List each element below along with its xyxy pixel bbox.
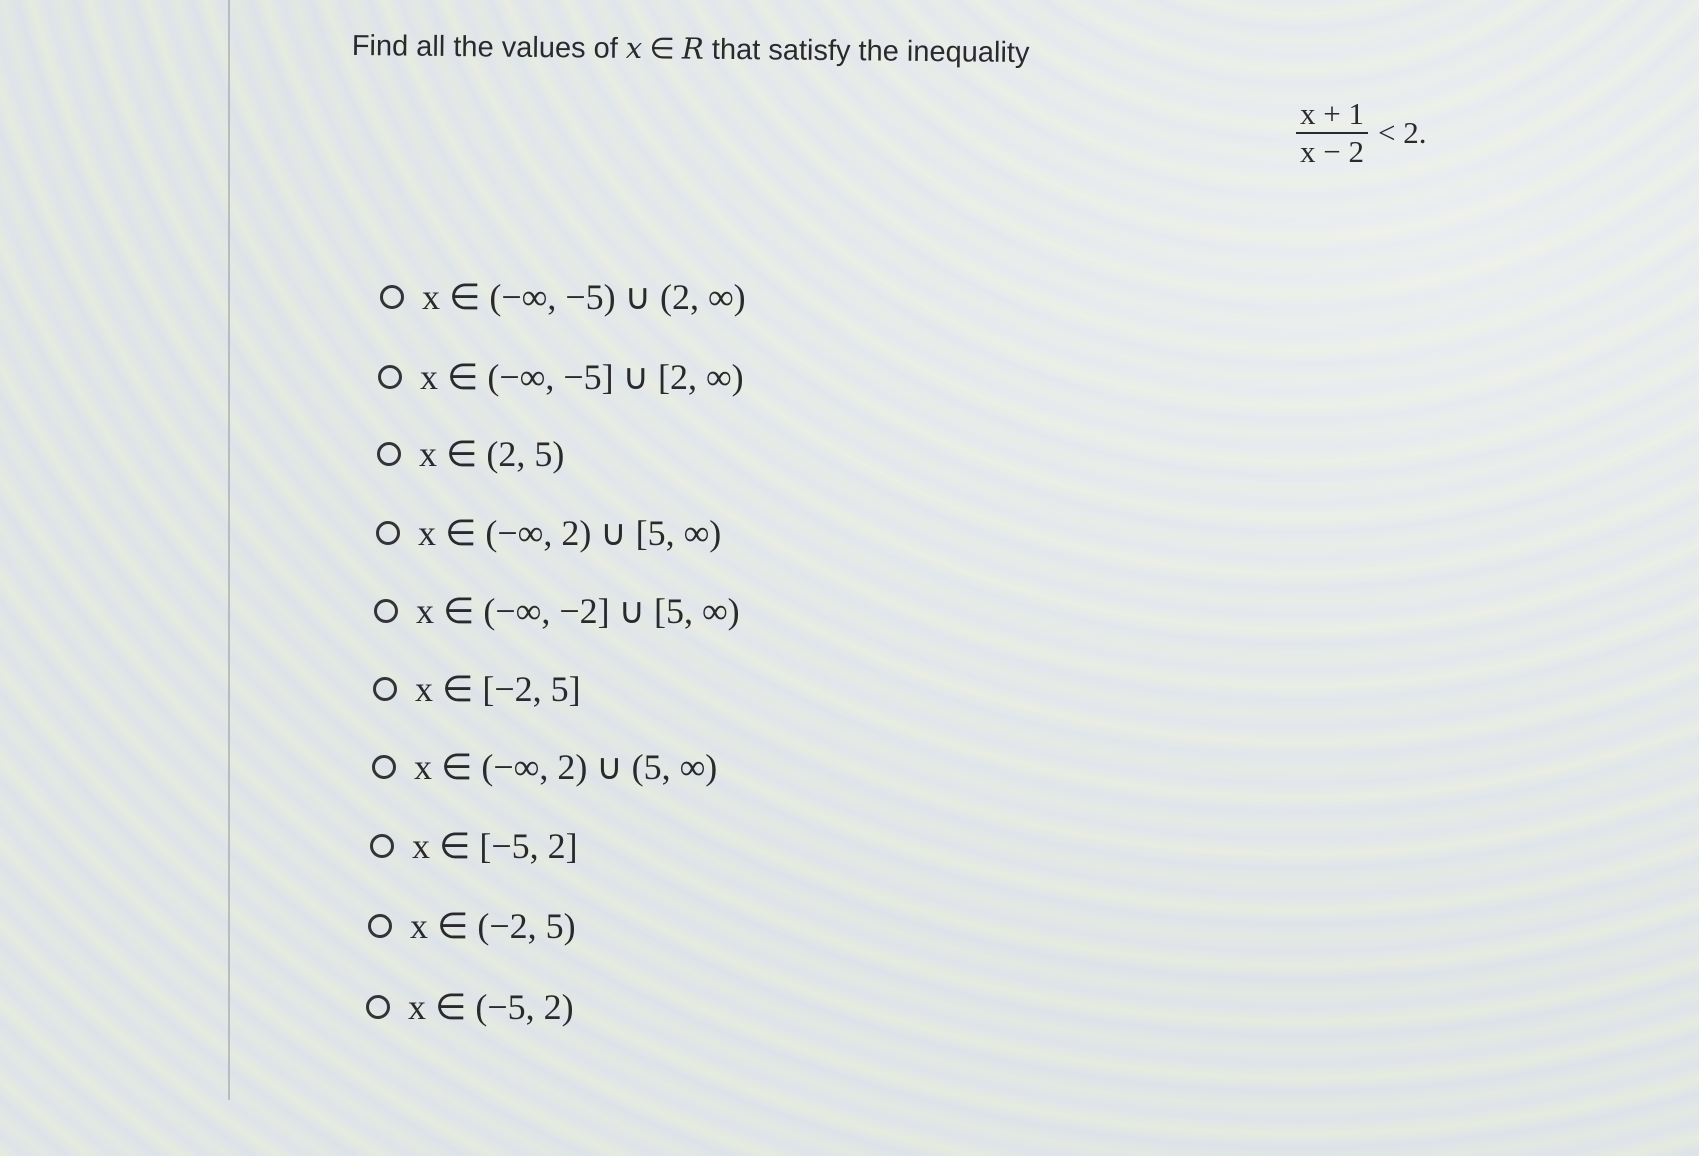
answer-option-label: x ∈ (−∞, 2) ∪ (5, ∞) [414,747,718,787]
radio-button[interactable] [380,285,404,309]
fraction-numerator: x + 1 [1300,96,1364,131]
answer-option[interactable] [370,825,578,867]
answer-option[interactable] [368,905,576,947]
answer-option-label: x ∈ (−5, 2) [408,987,574,1027]
inequality-display [1296,96,1426,170]
answer-option[interactable] [373,668,581,710]
answer-option-label: x ∈ (2, 5) [419,434,565,474]
fraction-denominator: x − 2 [1300,134,1364,169]
answer-option-label: x ∈ (−∞, −5) ∪ (2, ∞) [422,277,746,317]
radio-button[interactable] [366,995,390,1019]
radio-button[interactable] [376,521,400,545]
radio-button[interactable] [374,599,398,623]
answer-option-label: x ∈ (−∞, 2) ∪ [5, ∞) [418,513,722,553]
question-text [352,28,1030,70]
answer-option[interactable] [372,746,717,788]
answer-option-label: x ∈ (−∞, −2] ∪ [5, ∞) [416,591,740,631]
content-left-border [228,0,230,1100]
question-in-symbol: ∈ [642,33,683,66]
radio-button[interactable] [372,755,396,779]
radio-button[interactable] [378,365,402,389]
answer-option[interactable] [380,276,746,318]
answer-option[interactable] [374,590,740,632]
question-prefix: Find all the values of [351,29,627,65]
answer-option[interactable] [376,512,721,554]
inequality-rhs: < 2. [1377,115,1427,150]
answer-option-label: x ∈ [−2, 5] [415,669,581,709]
answer-option[interactable] [366,986,574,1028]
answer-option-label: x ∈ [−5, 2] [412,826,578,866]
radio-button[interactable] [368,914,392,938]
answer-option-label: x ∈ (−∞, −5] ∪ [2, ∞) [420,357,744,397]
answer-option-label: x ∈ (−2, 5) [410,906,576,946]
radio-button[interactable] [370,834,394,858]
radio-button[interactable] [373,677,397,701]
answer-option[interactable] [377,433,564,475]
radio-button[interactable] [377,442,401,466]
question-variable: x [625,30,643,66]
question-set: R [681,31,704,66]
answer-option[interactable] [378,356,744,398]
question-suffix: that satisfy the inequality [703,33,1030,70]
inequality-fraction [1296,96,1368,170]
